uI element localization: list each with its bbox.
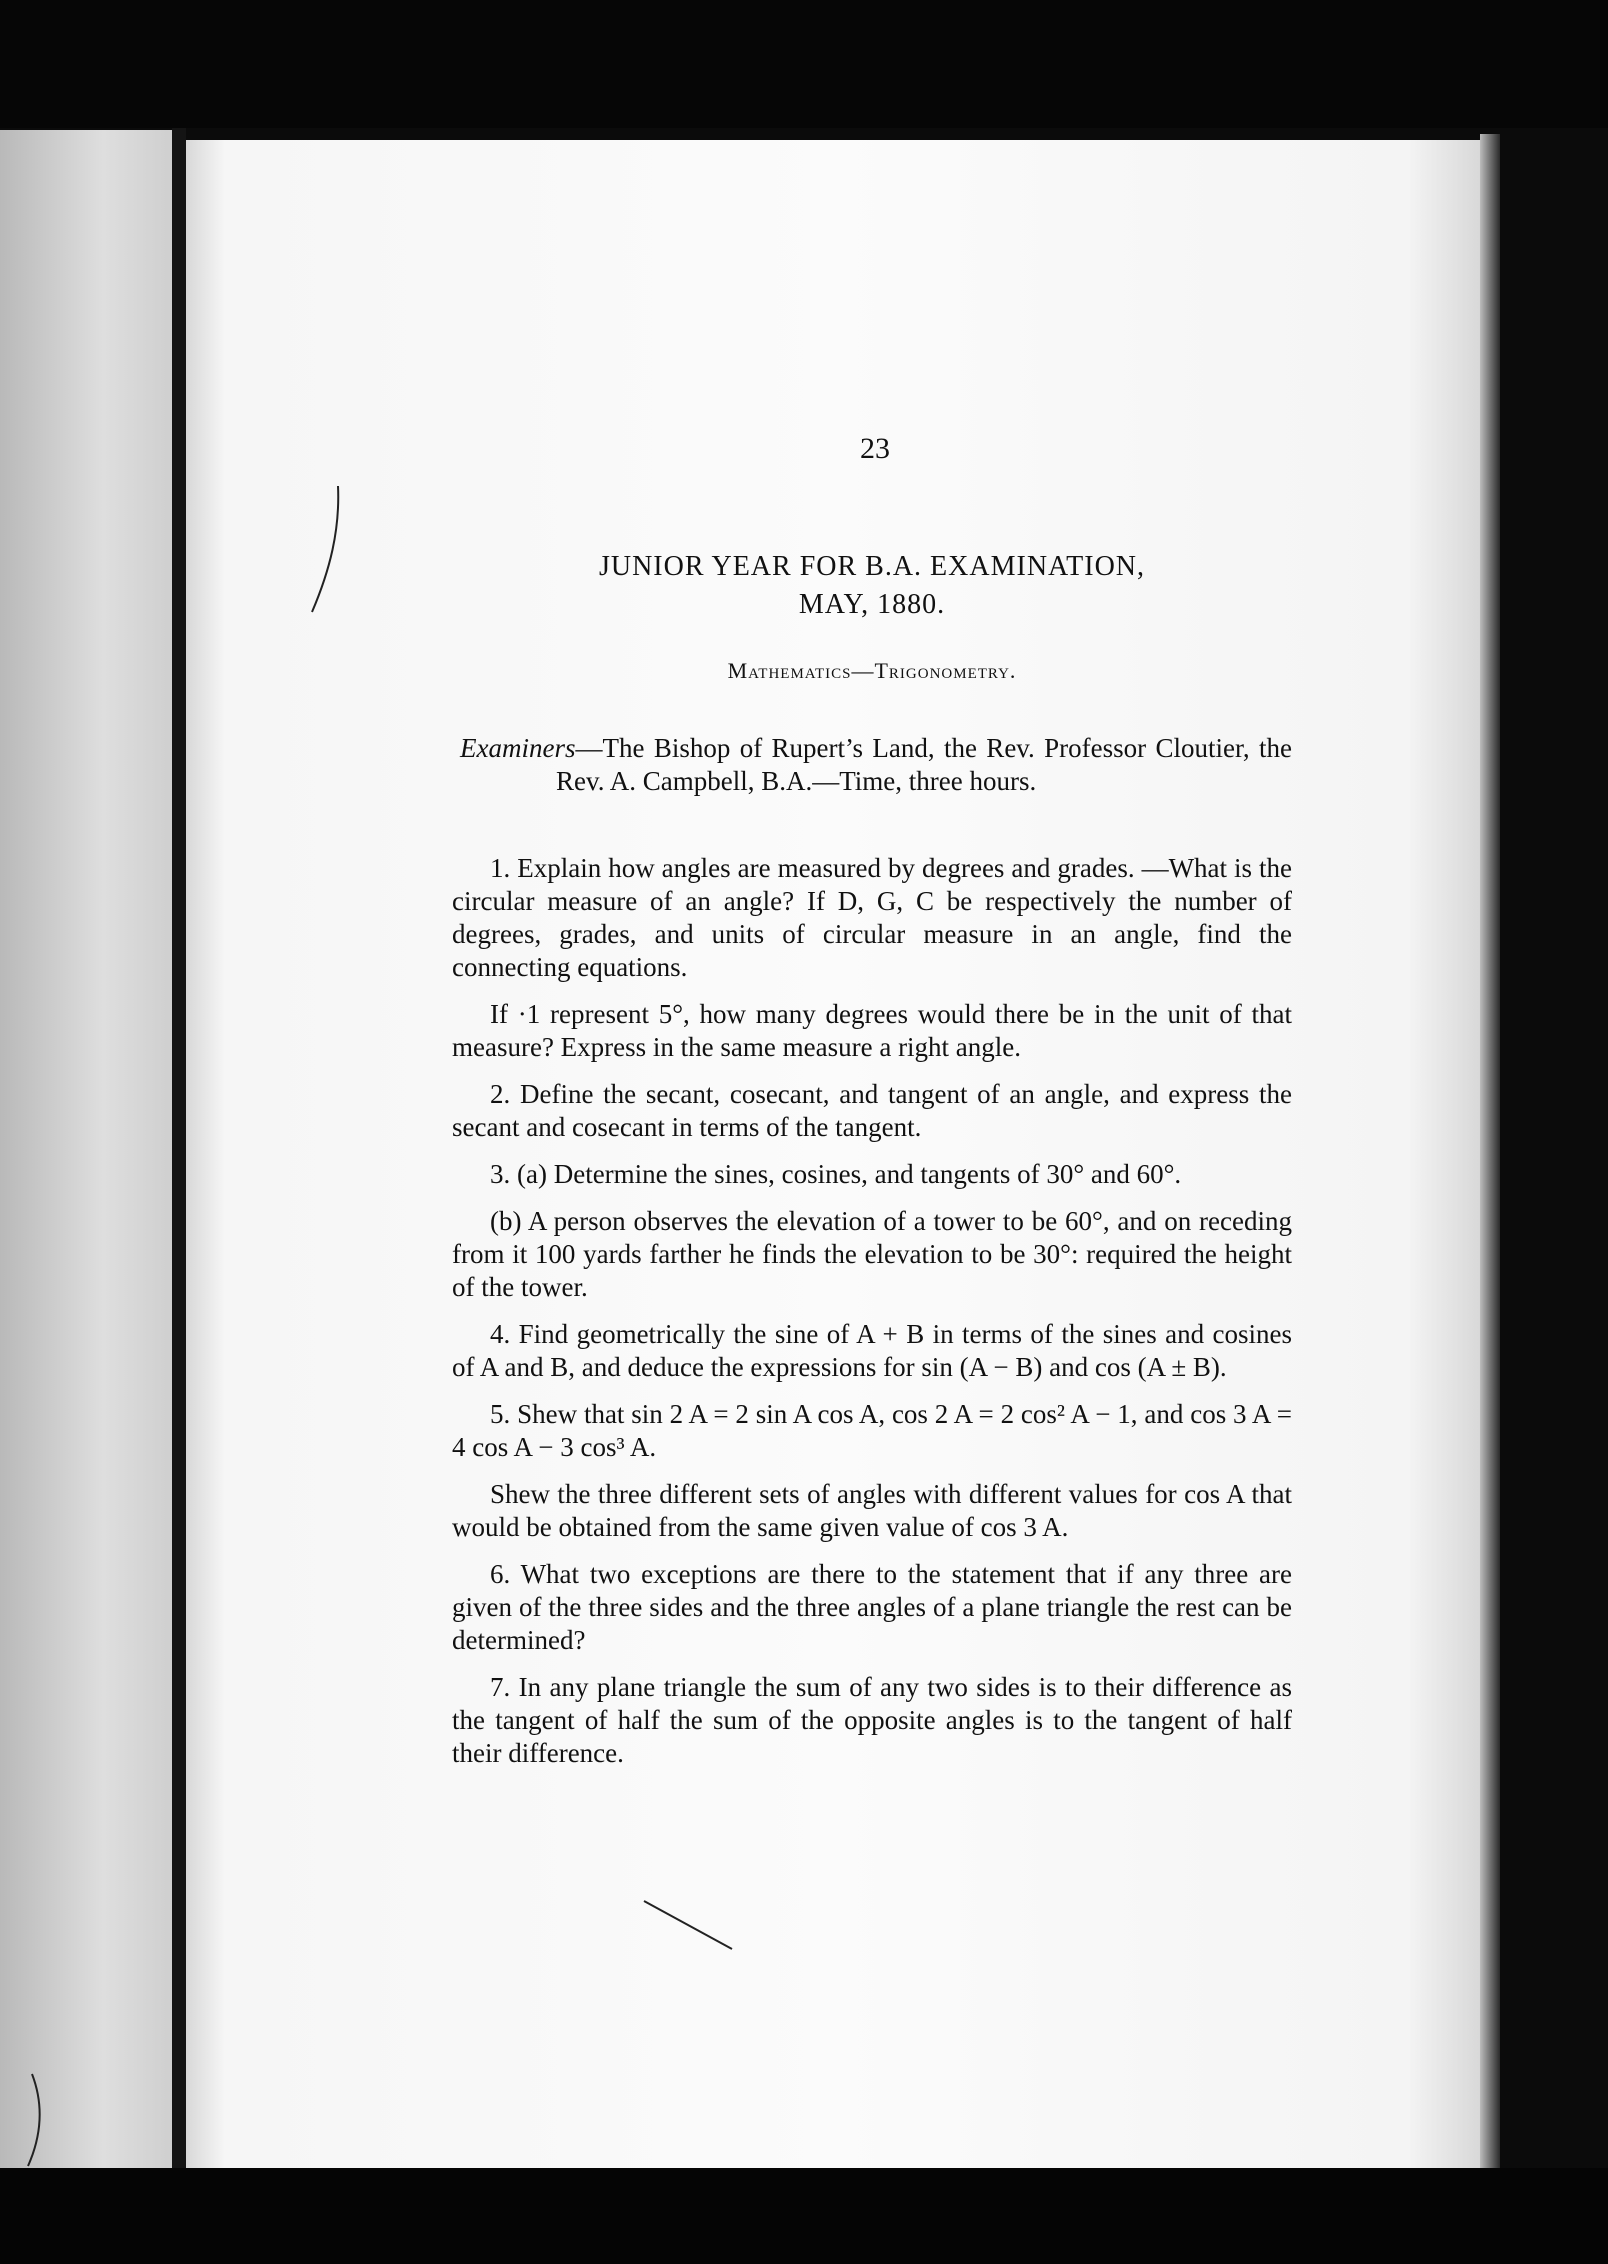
question-2: 2. Define the secant, cosecant, and tangent of an angle, and express the secant and cosecant in terms of the tangent. xyxy=(452,1079,1292,1142)
question-3a: 3. (a) Determine the sines, cosines, and tangents of 30° and 60°. xyxy=(490,1159,1182,1189)
question-7: 7. In any plane triangle the sum of any two sides is to their difference as the tangent of half the sum of the opposite angles is to the tangent of half their difference. xyxy=(452,1672,1292,1768)
facing-page-edge xyxy=(0,130,172,2170)
examiners-text: —The Bishop of Rupert’s Land, the Rev. Professor Cloutier, the Rev. A. Campbell, B.A.—Time, three hours. xyxy=(556,733,1292,796)
examiners-label: Examiners xyxy=(460,733,576,763)
examiners-note xyxy=(460,732,1292,798)
question-6: 6. What two exceptions are there to the statement that if any three are given of the three sides and the three angles of a plane triangle the rest can be determined? xyxy=(452,1559,1292,1655)
scan-top-border xyxy=(0,0,1608,128)
subject-heading: Mathematics—Trigonometry. xyxy=(727,658,1017,683)
question-1-followup: If ·1 represent 5°, how many degrees would there be in the unit of that measure? Express in the same measure a right angle. xyxy=(452,999,1292,1062)
question-3b: (b) A person observes the elevation of a tower to be 60°, and on receding from it 100 yards farther he finds the elevation to be 30°: required the height of the tower. xyxy=(452,1206,1292,1302)
exam-title-line-2: MAY, 1880. xyxy=(798,589,946,620)
question-4: 4. Find geometrically the sine of A + B in terms of the sines and cosines of A and B, and deduce the expressions for sin (A − B) and cos (A ± B). xyxy=(452,1319,1292,1382)
question-5: 5. Shew that sin 2 A = 2 sin A cos A, cos 2 A = 2 cos² A − 1, and cos 3 A = 4 cos A − 3 cos³ A. xyxy=(452,1399,1292,1462)
page-edge-shadow xyxy=(1480,134,1500,2174)
question-1: 1. Explain how angles are measured by degrees and grades. —What is the circular measure of an angle? If D, G, C be respectively the number of degrees, grades, and units of circular measure in an angle, find the connecting equations. xyxy=(452,853,1292,982)
book-gutter xyxy=(172,128,186,2172)
left-edge-pencil-stroke xyxy=(22,2070,52,2170)
exam-title xyxy=(452,548,1292,624)
bottom-pencil-stroke xyxy=(640,1895,740,1955)
margin-pencil-stroke xyxy=(300,480,360,620)
exam-title-line-1: JUNIOR YEAR FOR B.A. EXAMINATION, xyxy=(598,551,1146,582)
question-5-followup: Shew the three different sets of angles with different values for cos A that would be obtained from the same given value of cos 3 A. xyxy=(452,1479,1292,1542)
scan-bottom-border xyxy=(0,2168,1608,2264)
question-list xyxy=(452,852,1292,1784)
page-number: 23 xyxy=(860,432,890,465)
